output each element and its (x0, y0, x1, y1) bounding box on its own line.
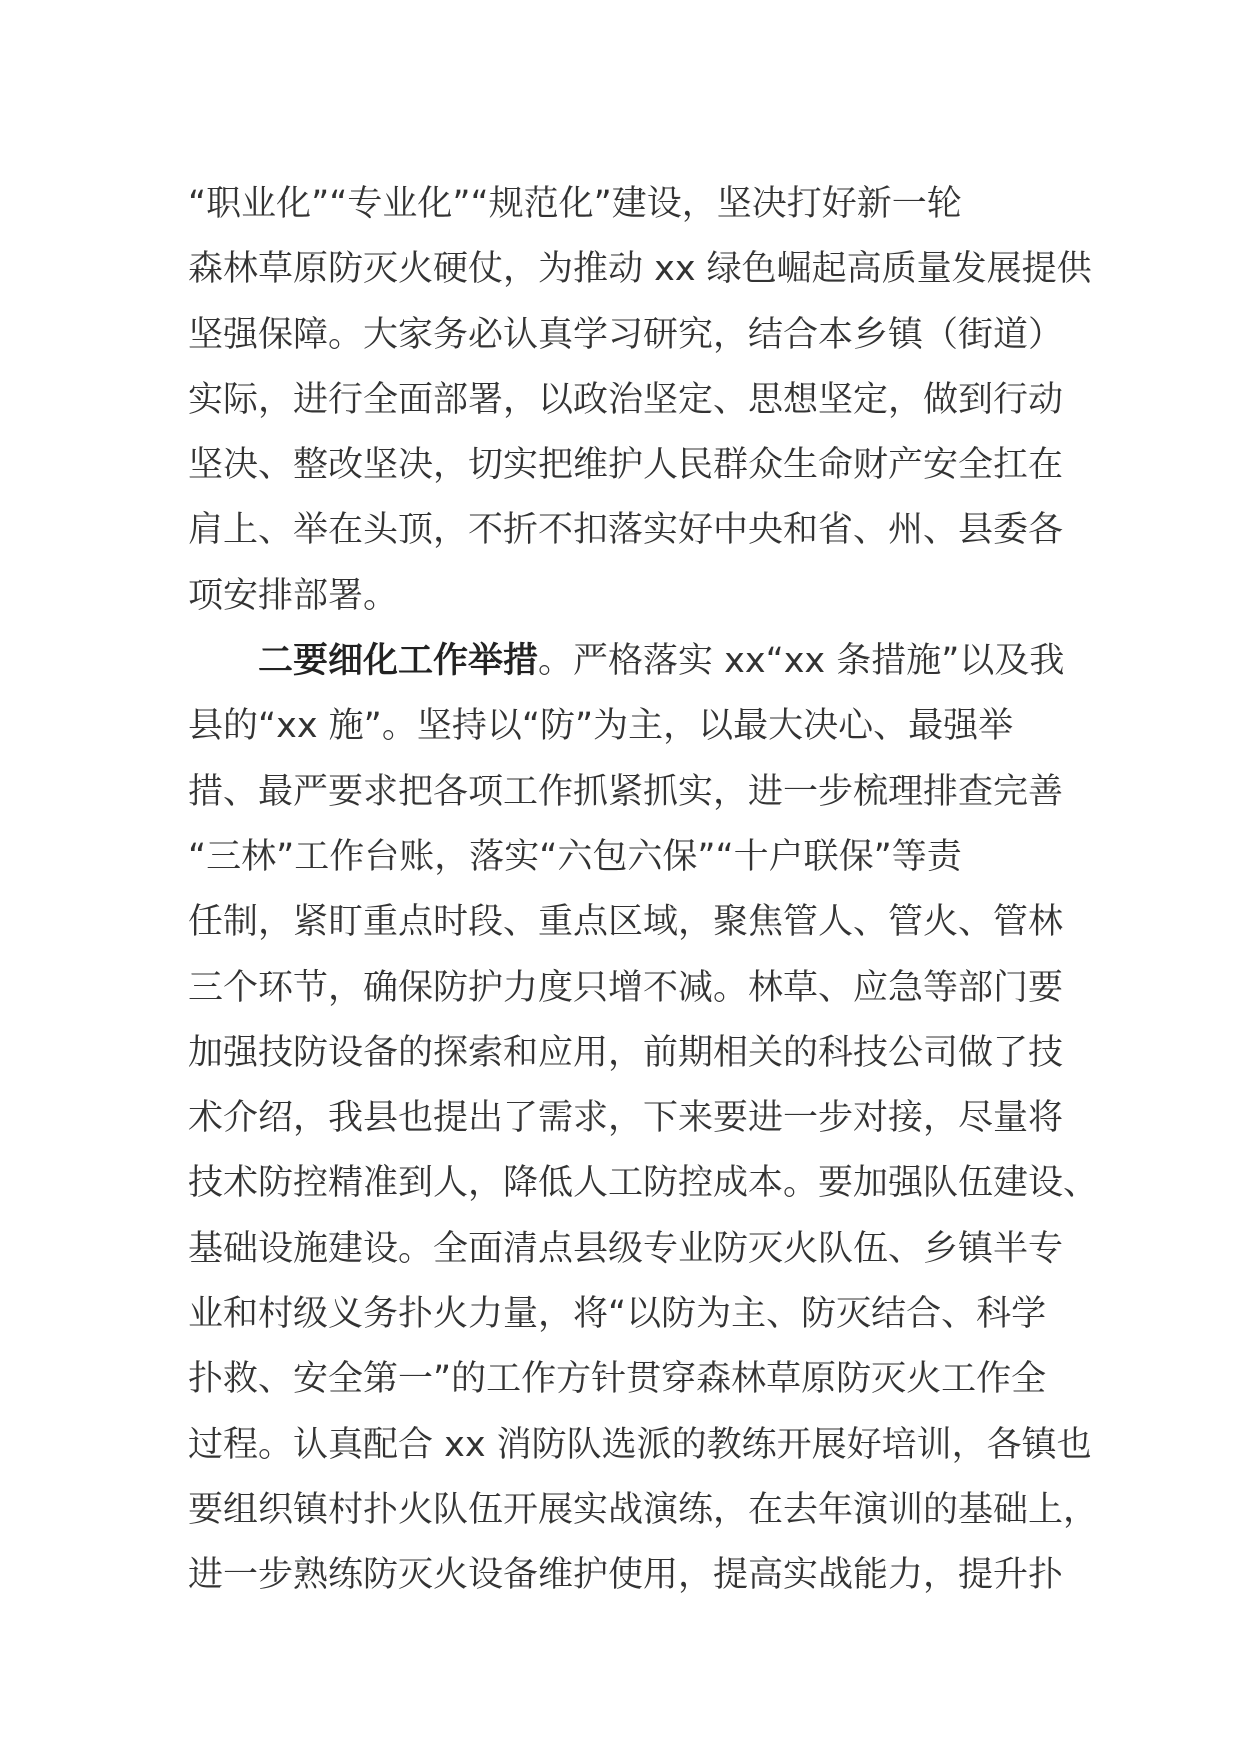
text-line: 进一步熟练防灭火设备维护使用，提高实战能力，提升扑 (188, 1555, 1064, 1596)
text-line: 项安排部署。 (188, 575, 399, 616)
text-line: 措、最严要求把各项工作抓紧抓实，进一步梳理排查完善 (188, 771, 1064, 812)
text-line: 术介绍，我县也提出了需求，下来要进一步对接，尽量将 (188, 1098, 1064, 1139)
text-line: 要组织镇村扑火队伍开展实战演练，在去年演训的基础上， (188, 1489, 1099, 1530)
text-line: 技术防控精准到人，降低人工防控成本。要加强队伍建设、 (188, 1163, 1099, 1204)
text-run: 。严格落实 xx“xx 条措施”以及我 (538, 641, 1065, 682)
paragraph-1 (188, 172, 1092, 629)
text-line: 森林草原防灭火硬仗，为推动 xx 绿色崛起高质量发展提供 (188, 249, 1092, 290)
text-line: 过程。认真配合 xx 消防队选派的教练开展好培训，各镇也 (188, 1424, 1092, 1465)
paragraph-2 (188, 629, 1099, 1608)
text-line: 坚强保障。大家务必认真学习研究，结合本乡镇（街道） (188, 314, 1064, 355)
document-body (188, 172, 1099, 1609)
section-heading: 二要细化工作举措 (258, 641, 539, 682)
text-line: 扑救、安全第一”的工作方针贯穿森林草原防灭火工作全 (188, 1359, 1047, 1400)
text-line: 三个环节，确保防护力度只增不减。林草、应急等部门要 (188, 967, 1064, 1008)
paragraph-first-line (188, 629, 1068, 694)
text-line: 县的“xx 施”。坚持以“防”为主，以最大决心、最强举 (188, 706, 1014, 747)
text-line: 任制，紧盯重点时段、重点区域，聚焦管人、管火、管林 (188, 902, 1064, 943)
text-line: 加强技防设备的探索和应用，前期相关的科技公司做了技 (188, 1032, 1064, 1073)
text-line: “三林”工作台账，落实“六包六保”“十户联保”等责 (188, 836, 962, 877)
text-line: 基础设施建设。全面清点县级专业防灭火队伍、乡镇半专 (188, 1228, 1064, 1269)
text-line: “职业化”“专业化”“规范化”建设，坚决打好新一轮 (188, 184, 962, 224)
text-line: 肩上、举在头顶，不折不扣落实好中央和省、州、县委各 (188, 510, 1064, 551)
text-line: 业和村级义务扑火力量，将“以防为主、防灭结合、科学 (188, 1294, 1047, 1335)
text-line: 坚决、整改坚决，切实把维护人民群众生命财产安全扛在 (188, 445, 1064, 486)
text-line: 实际，进行全面部署，以政治坚定、思想坚定，做到行动 (188, 379, 1064, 420)
